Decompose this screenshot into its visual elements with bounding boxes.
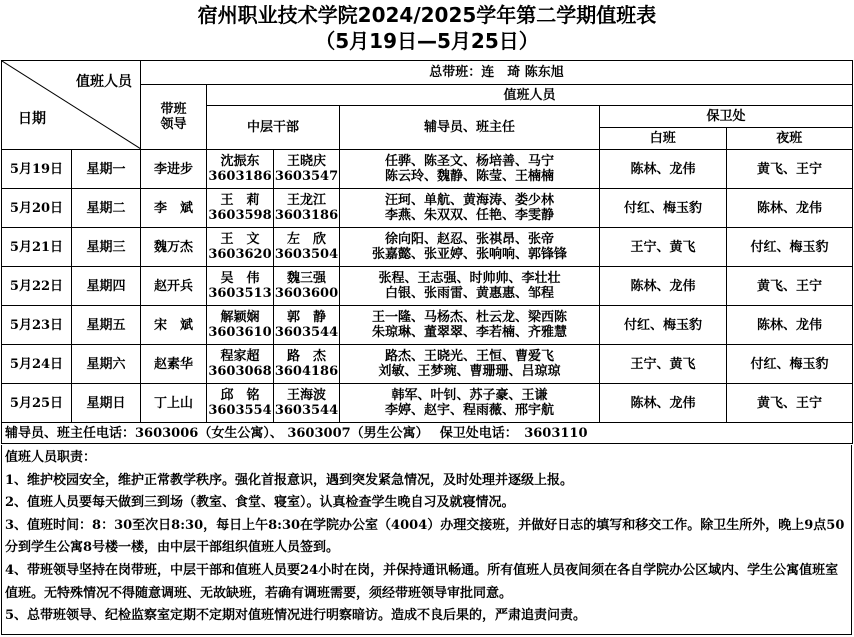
page-title: 宿州职业技术学院2024/2025学年第二学期值班表 (197, 3, 657, 27)
cadre-name: 王晓庆 (286, 154, 326, 169)
cadre1-cell (207, 306, 274, 345)
leader-cell: 赵素华 (141, 345, 207, 384)
date-cell: 5月21日 (2, 228, 72, 267)
counselor-cell (340, 228, 600, 267)
leader-header (141, 85, 207, 150)
header-date-label: 日期 (18, 111, 46, 127)
weekday-cell: 星期二 (72, 189, 141, 228)
cadre-name: 王 莉 (220, 193, 260, 208)
cadre2-cell (274, 267, 340, 306)
weekday-cell: 星期五 (72, 306, 141, 345)
cadre-phone: 3603554 (208, 403, 272, 418)
day-shift-header: 白班 (600, 127, 726, 149)
cadre2-cell (274, 384, 340, 423)
cadre1-cell (207, 267, 274, 306)
cadre-phone: 3604186 (274, 364, 339, 379)
leader-header-line2: 领导 (160, 117, 187, 132)
counselor-line: 白银、张雨雷、黄惠惠、邹程 (384, 286, 554, 301)
date-cell: 5月23日 (2, 306, 72, 345)
cadre2-cell (274, 345, 340, 384)
date-cell: 5月22日 (2, 267, 72, 306)
cadre-name: 沈振东 (220, 154, 260, 169)
counselor-cell (340, 189, 600, 228)
cadre-phone: 3603598 (208, 208, 272, 223)
phone-line: 辅导员、班主任电话：3603006（女生公寓）、 3603007（男生公寓） 保卫处电话： 3603110 (2, 423, 853, 444)
cadre-name: 左 欣 (286, 232, 326, 247)
duty-item: 2、值班人员要每天做到三到场（教室、食堂、寝室）。认真检查学生晚自习及就寝情况。 (5, 495, 515, 511)
cadre-phone: 3603600 (274, 286, 339, 301)
cadre1-cell (207, 345, 274, 384)
leader-cell: 李 斌 (141, 189, 207, 228)
table-row (2, 384, 853, 423)
counselor-line: 刘敏、王梦琬、曹珊珊、吕琼琼 (378, 364, 561, 379)
cadre-phone: 3603544 (274, 325, 339, 340)
cadre-phone: 3603544 (274, 403, 339, 418)
cadre1-cell (207, 228, 274, 267)
cadre-phone: 3603186 (208, 169, 272, 184)
night-shift-cell: 黄飞、王宁 (727, 150, 853, 189)
counselor-line: 汪珂、单航、黄海涛、娄少林 (384, 193, 554, 208)
counselor-cell (340, 384, 600, 423)
cadre2-cell (274, 150, 340, 189)
cadre-name: 王龙江 (286, 193, 326, 208)
cadre-name: 解颖娴 (220, 310, 260, 325)
counselor-cell (340, 150, 600, 189)
cadre1-cell (207, 189, 274, 228)
cadre-name: 魏三强 (286, 271, 326, 286)
night-shift-cell: 黄飞、王宁 (727, 267, 853, 306)
header-duty-staff-label: 值班人员 (76, 74, 132, 90)
day-shift-cell: 陈林、龙伟 (600, 150, 727, 189)
duty-item: 5、总带班领导、纪检监察室定期不定期对值班情况进行明察暗访。造成不良后果的，严肃追责问责。 (5, 608, 587, 624)
cadre2-cell (274, 228, 340, 267)
counselor-line: 路杰、王晓光、王恒、曹爱飞 (384, 349, 554, 364)
cadre-name: 吴 伟 (220, 271, 260, 286)
cadre-name: 邱 铭 (220, 388, 260, 403)
table-row (2, 267, 853, 306)
counselor-line: 徐向阳、赵忍、张祺昂、张帝 (384, 232, 554, 247)
cadre-phone: 3603504 (274, 247, 339, 262)
counselor-line: 任骅、陈圣文、杨培善、马宁 (384, 154, 554, 169)
weekday-cell: 星期日 (72, 384, 141, 423)
table-row (2, 345, 853, 384)
page-subtitle: （5月19日—5月25日） (315, 29, 539, 53)
counselor-cell (340, 306, 600, 345)
day-shift-cell: 陈林、龙伟 (600, 267, 727, 306)
counselor-line: 张嘉懿、张亚婷、张响响、郭锋锋 (371, 247, 567, 262)
duty-item: 1、维护校园安全，维护正常教学秩序。强化首报意识，遇到突发紧急情况，及时处理并逐级上报。 (5, 472, 574, 488)
counselor-cell (340, 345, 600, 384)
phone-row (2, 423, 853, 444)
leader-cell: 宋 斌 (141, 306, 207, 345)
table-row (2, 228, 853, 267)
counselor-line: 张程、王志强、时帅帅、李壮壮 (378, 271, 561, 286)
cadre-phone: 3603068 (208, 364, 272, 379)
cadre2-cell (274, 306, 340, 345)
night-shift-cell: 付红、梅玉豹 (727, 345, 853, 384)
counselor-line: 王一隆、马杨杰、杜云龙、梁西陈 (371, 310, 567, 325)
cadre-name: 程家超 (220, 349, 260, 364)
day-shift-cell: 陈林、龙伟 (600, 384, 727, 423)
night-shift-header: 夜班 (776, 130, 803, 146)
counselor-line: 陈云玲、魏静、陈莹、王楠楠 (384, 169, 554, 184)
duties-section (1, 445, 852, 635)
date-cell: 5月24日 (2, 345, 72, 384)
weekday-cell: 星期四 (72, 267, 141, 306)
header-diagonal-cell (2, 61, 141, 150)
leader-cell: 丁上山 (141, 384, 207, 423)
cadre-name: 郭 静 (286, 310, 326, 325)
table-row (2, 306, 853, 345)
duty-staff-header: 值班人员 (207, 85, 853, 106)
counselor-line: 李婷、赵宇、程雨薇、邢宇航 (384, 403, 554, 418)
leader-cell: 赵开兵 (141, 267, 207, 306)
night-shift-cell: 付红、梅玉豹 (727, 228, 853, 267)
cadre1-cell (207, 150, 274, 189)
weekday-cell: 星期六 (72, 345, 141, 384)
duty-item: 4、带班领导坚持在岗带班，中层干部和值班人员要24小时在岗，并保持通讯畅通。所有值班人员夜间须在各自学院办公区域内、学生公寓值班室值班。无特殊情况不得随意调班、无故缺班，若确有调班需要，须经带班领导审批同意。 (5, 562, 839, 601)
cadre-name: 王 文 (220, 232, 260, 247)
day-shift-cell: 王宁、黄飞 (600, 345, 727, 384)
duty-table (1, 60, 853, 444)
security-header: 保卫处 (600, 106, 852, 127)
table-row (2, 189, 853, 228)
night-shift-cell: 陈林、龙伟 (727, 306, 853, 345)
counselor-line: 韩军、叶钊、苏子豪、王谦 (391, 388, 548, 403)
middle-cadre-header: 中层干部 (207, 106, 340, 150)
night-shift-cell: 黄飞、王宁 (727, 384, 853, 423)
date-cell: 5月20日 (2, 189, 72, 228)
cadre2-cell (274, 189, 340, 228)
leader-cell: 李进步 (141, 150, 207, 189)
security-header-cell (600, 106, 853, 150)
date-cell: 5月25日 (2, 384, 72, 423)
night-shift-cell: 陈林、龙伟 (727, 189, 853, 228)
cadre-phone: 3603620 (208, 247, 272, 262)
cadre-phone: 3603186 (274, 208, 339, 223)
weekday-cell: 星期一 (72, 150, 141, 189)
duties-heading: 值班人员职责： (5, 450, 97, 465)
leader-header-line1: 带班 (160, 102, 187, 117)
cadre-name: 王海波 (286, 388, 326, 403)
date-cell: 5月19日 (2, 150, 72, 189)
cadre-name: 路 杰 (286, 349, 326, 364)
table-row (2, 150, 853, 189)
counselor-cell (340, 267, 600, 306)
leader-cell: 魏万杰 (141, 228, 207, 267)
weekday-cell: 星期三 (72, 228, 141, 267)
day-shift-cell: 付红、梅玉豹 (600, 306, 727, 345)
counselor-line: 朱琼琳、董翠翠、李若楠、齐雅慧 (371, 325, 567, 340)
cadre-phone: 3603513 (208, 286, 272, 301)
day-shift-cell: 付红、梅玉豹 (600, 189, 727, 228)
counselor-line: 李燕、朱双双、任艳、李雯静 (384, 208, 554, 223)
chief-duty-cell: 总带班：连 琦 陈东旭 (141, 61, 853, 85)
cadre-phone: 3603610 (208, 325, 272, 340)
cadre1-cell (207, 384, 274, 423)
counselor-header: 辅导员、班主任 (340, 106, 600, 150)
duty-item: 3、值班时间：8：30至次日8:30，每日上午8:30在学院办公室（4004）办理交接班，并做好日志的填写和移交工作。除卫生所外，晚上9点50分到学生公寓8号楼一楼，由中层干部组织值班人员签到。 (5, 517, 845, 556)
day-shift-cell: 王宁、黄飞 (600, 228, 727, 267)
cadre-phone: 3603547 (274, 169, 339, 184)
